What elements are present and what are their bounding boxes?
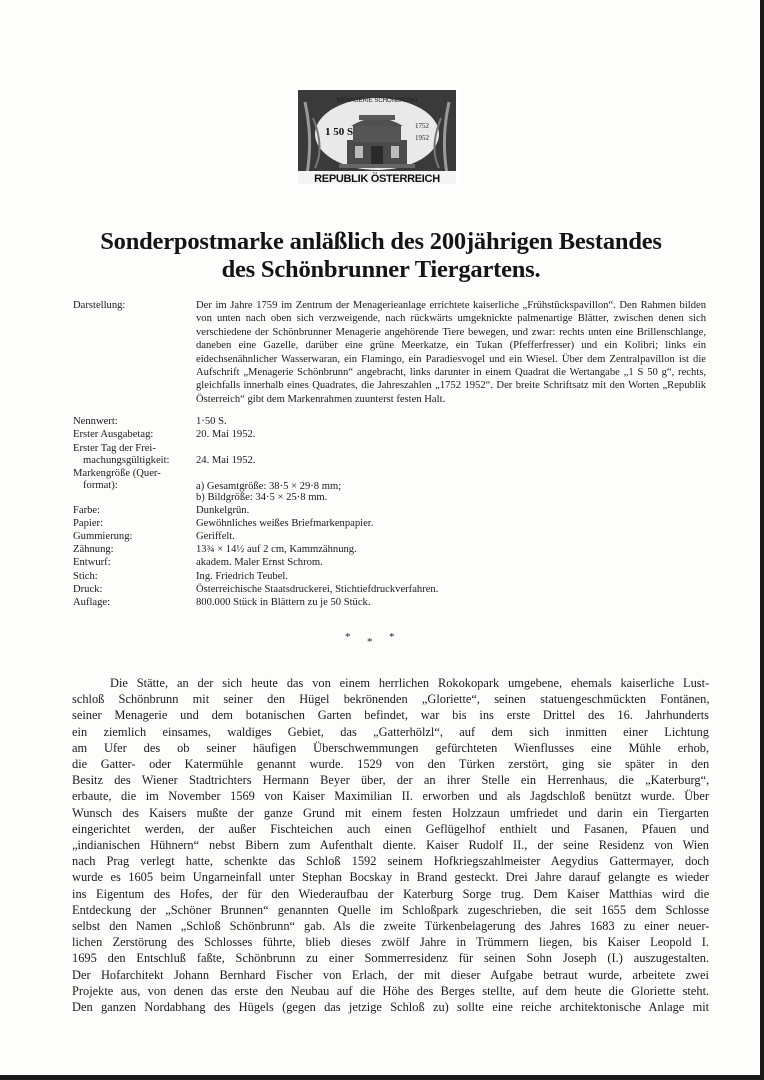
- spec-label: Papier:: [73, 518, 104, 529]
- body-line: seiner Menagerie und dem botanischen Garten befindet, war bis ins erste Drittel des 16. Jahrhunderts: [72, 708, 709, 723]
- body-line: Besitz des Wiener Stadtrichters Hermann Beyer über, der an ihrer Stelle ein Herrenhaus, die „Katerburg“,: [72, 773, 710, 788]
- spec-label: Druck:: [73, 584, 103, 595]
- darstellung-text: Der im Jahre 1759 im Zentrum der Menagerieanlage errichtete kaiserliche „Frühstückspavillon“. Den Rahmen bilden von unten nach oben sich verzweigende, nach rückwärts umgeknickte palmenartige Blätter, zwischen denen sich verschiedene der Schönbrunner Menagerie angehörende Tiere bewegen, und zwar: rechts unten eine Brillenschlange, daneben eine Gazelle, darüber eine grüne Meerkatze, ein Tukan (Pfefferfresser) und ein Kolibri; links ein eidechsenähnlicher Wasserwaran, ein Flamingo, ein Paradiesvogel und ein Wiesel. Über dem Zentralpavillon ist die Aufschrift „Menagerie Schönbrunn“ angebracht, links darunter in einem Quadrat die Wertangabe „1 S 50 g“, rechts, gleichfalls innerhalb eines Quadrates, die Jahreszahlen „1752 1952“. Der breite Schriftsatz mit den Worten „Republik Österreich“ gibt dem Markenrahmen zuunterst festen Halt.: [196, 300, 706, 405]
- spec-value: 24. Mai 1952.: [196, 455, 256, 466]
- stamp-image: [295, 88, 459, 186]
- spec-label: Entwurf:: [73, 557, 111, 568]
- stamp-country: REPUBLIK ÖSTERREICH: [314, 173, 440, 185]
- spec-label-2: machungsgültigkeit:: [83, 455, 170, 466]
- body-line: schloß Schönbrunn mit seiner den Hügel bekrönenden „Gloriette“, seinen statuengeschmückten Fontänen,: [72, 692, 710, 707]
- spec-label: Nennwert:: [73, 416, 118, 427]
- body-line: am Ufer des ob seiner häufigen Überschwemmungen gefürchteten Wienflusses eine Mühle erhob,: [72, 740, 710, 755]
- spec-value-1: a) Gesamtgröße: 38·5 × 29·8 mm;: [196, 481, 342, 492]
- spec-label: Auflage:: [73, 597, 111, 608]
- section-separator: [343, 631, 403, 651]
- spec-label: Stich:: [73, 571, 98, 582]
- stamp-year-1: 1752: [415, 122, 429, 130]
- body-line: nach Prag verlegt hatte, schenkte das Schloß 1592 seinem Hofkriegszahlmeister Aegydius Gattermayer, doch: [72, 854, 710, 869]
- body-line: ins Eigentum des Hofes, der für den Wiederaufbau der Katerburg Sorge trug. Dem Kaiser Matthias wird die: [72, 886, 710, 901]
- body-line: 1695 den Entschluß faßte, Schönbrunn zu einer Sommerresidenz für seinen Sohn Joseph (I.) auszugestalten.: [72, 951, 710, 966]
- spec-value: 13¾ × 14½ auf 2 cm, Kammzähnung.: [196, 544, 357, 555]
- page-title: [60, 228, 702, 284]
- spec-value-2: b) Bildgröße: 34·5 × 25·8 mm.: [196, 492, 328, 503]
- body-line: wurde es 1605 beim Ungarneinfall unter Stephan Bocskay in Brand gesteckt. Drei Jahre darauf gelangte es wieder: [72, 870, 709, 885]
- spec-label-1: Markengröße (Quer-: [73, 468, 161, 479]
- spec-label: Erster Ausgabetag:: [73, 429, 154, 440]
- separator-star: *: [367, 636, 373, 648]
- body-line: lichen Zerstörung des Schlosses führte, blieb dieses zwölf Jahre in Trümmern liegen, bis Kaiser Leopold I.: [72, 935, 709, 950]
- stamp-top-text: MENAGERIE SCHÖNBRUNN: [336, 98, 418, 104]
- spec-value: Österreichische Staatsdruckerei, Stichtiefdruckverfahren.: [196, 584, 439, 595]
- separator-star: *: [345, 631, 351, 643]
- body-line: selbst den Namen „Schloß Schönbrunn“ gab. Als die zweite Türkenbelagerung des Jahres 1683 zu einer neuer-: [72, 919, 710, 934]
- body-line: Die Stätte, an der sich heute das von einem herrlichen Rokokopark umgebene, ehemals kaiserliche Lust-: [110, 676, 710, 690]
- spec-value: Ing. Friedrich Teubel.: [196, 571, 289, 582]
- spec-value: akadem. Maler Ernst Schrom.: [196, 557, 323, 568]
- stamp-value: 1 50 S: [325, 126, 354, 138]
- spec-value: 20. Mai 1952.: [196, 429, 256, 440]
- spec-label-1: Erster Tag der Frei-: [73, 443, 156, 454]
- body-line: Entdeckung der „Schöner Brunnen“ genannten Quelle im Schloßpark zugeschrieben, die seit 1655 dem Schlosse: [72, 902, 709, 917]
- spec-label: Gummierung:: [73, 531, 133, 542]
- spec-value: 800.000 Stück in Blättern zu je 50 Stück.: [196, 597, 371, 608]
- stamp-illustration: [295, 88, 459, 186]
- body-line: erbaute, die im November 1569 von Kaiser Maximilian II. erworben und als Jagdschloß benützt wurde. Über: [72, 789, 709, 804]
- body-line: ein ziemlich einsames, waldiges Gebiet, das „Gatterhölzl“, auf dem sich inmitten einer Lichtung: [72, 724, 709, 739]
- body-paragraph: [72, 675, 709, 1015]
- spec-value: Gewöhnliches weißes Briefmarkenpapier.: [196, 518, 374, 529]
- body-line: Projekte aus, von denen das erste den Neubau auf die Höhe des Berges stellte, auf dem heute die Gloriette steht.: [72, 983, 710, 998]
- spec-value: Geriffelt.: [196, 531, 235, 542]
- spec-value: 1·50 S.: [196, 416, 227, 427]
- body-line: Den ganzen Nordabhang des Hügels (gegen das jetzige Schloß zu) sollte eine reiche architektonische Anlage mit: [72, 1000, 710, 1015]
- spec-label: Zähnung:: [73, 544, 114, 555]
- stamp-year-2: 1952: [415, 134, 429, 142]
- title-line-2: des Schönbrunner Tiergartens.: [221, 256, 541, 283]
- body-line: die Gatter- oder Katermühle genannt wurde. 1529 von den Türken zerstört, ging sie später in den: [72, 757, 710, 772]
- separator-star: *: [389, 631, 395, 643]
- body-line: „indianischen Hühnern“ nebst Bibern zum Aufenthalt diente. Kaiser Rudolf II., der seine Residenz von Wien: [72, 838, 709, 853]
- spec-value: Dunkelgrün.: [196, 505, 250, 516]
- body-line: eingerichtet werden, der außer Fischteichen auch einen Geflügelhof enthielt und Fasanen, Pfauen und: [72, 821, 709, 836]
- spec-label-2: format):: [83, 480, 118, 491]
- spec-label: Farbe:: [73, 505, 101, 516]
- body-line: Der Hofarchitekt Johann Bernhard Fischer von Erlach, der mit dieser Aufgabe betraut wurde, arbeitete zwei: [72, 967, 709, 982]
- body-line: Wunsch des Kaisers mußte der ganze Grund mit einem festen Holzzaun umfriedet und darin ein Tiergarten: [72, 805, 709, 820]
- darstellung-label: Darstellung:: [73, 300, 126, 311]
- title-line-1: Sonderpostmarke anläßlich des 200jährigen Bestandes: [100, 228, 662, 255]
